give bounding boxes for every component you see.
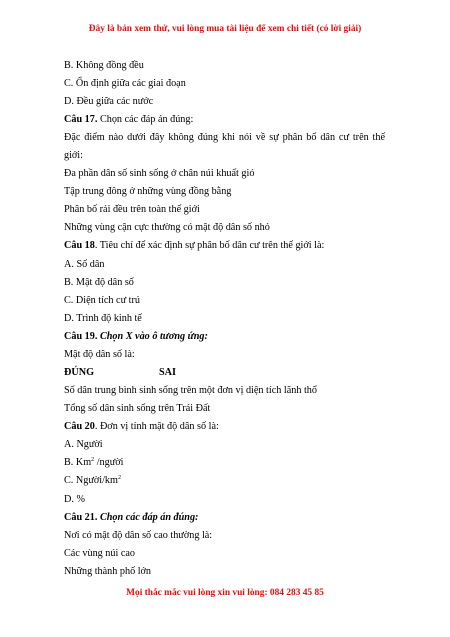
q19-heading: [64, 331, 208, 343]
q20-option-c-exponent: 2: [117, 475, 121, 481]
q17-instruction: Chọn các đáp án đúng:: [97, 114, 194, 125]
q21-option: Những thành phố lớn: [64, 566, 152, 577]
q20-option-c: [64, 475, 121, 487]
q21-stem: Nơi có mật độ dân số cao thường là:: [64, 530, 213, 541]
q16-option-c: C. Ổn định giữa các giai đoạn: [64, 78, 186, 89]
q20-stem: . Đơn vị tính mật độ dân số là:: [94, 421, 219, 432]
q21-option: Các vùng núi cao: [64, 548, 136, 559]
q18-stem: . Tiêu chí để xác định sự phân bố dân cư trên thế giới là:: [94, 240, 325, 251]
q19-statement: Số dân trung bình sinh sống trên một đơn vị diện tích lãnh thổ: [64, 385, 317, 396]
q18-option-a: A. Số dân: [64, 259, 105, 270]
q19-col-false: SAI: [159, 367, 176, 378]
preview-notice-header: Đây là bản xem thử, vui lòng mua tài liệu để xem chi tiết (có lời giải): [88, 24, 362, 34]
q20-label: Câu 20: [64, 421, 95, 432]
q21-heading: [64, 512, 198, 524]
q17-option: Đa phần dân số sinh sống ở chân núi khuất gió: [64, 168, 255, 179]
q18-option-b: B. Mật độ dân số: [64, 277, 134, 288]
q19-instruction: Chọn X vào ô tương ứng:: [97, 331, 208, 342]
q21-instruction: Chọn các đáp án đúng:: [97, 512, 199, 523]
q17-option: Phân bố rải đều trên toàn thế giới: [64, 204, 200, 215]
contact-footer: Mọi thắc mắc vui lòng xin vui lòng: 084 283 45 85: [126, 588, 324, 598]
q20-option-b-suffix: /người: [94, 457, 124, 468]
q19-stem: Mật độ dân số là:: [64, 349, 135, 360]
q18-option-d: D. Trình độ kinh tế: [64, 313, 142, 324]
q16-option-d: D. Đều giữa các nước: [64, 96, 154, 107]
q20-option-d: D. %: [64, 494, 85, 505]
q19-statement: Tổng số dân sinh sống trên Trái Đất: [64, 403, 211, 414]
q20-option-b: [64, 457, 123, 469]
q20-option-c-unit: C. Người/km: [64, 475, 118, 486]
q17-option: Những vùng cận cực thường có mật độ dân số nhỏ: [64, 222, 270, 233]
q17-stem-line1: Đặc điểm nào dưới đây không đúng khi nói về sự phân bố dân cư trên thế: [64, 132, 385, 143]
q20-option-b-unit: B. Km: [64, 457, 92, 468]
q19-label: Câu 19.: [64, 331, 98, 342]
q21-label: Câu 21.: [64, 512, 98, 523]
q18-label: Câu 18: [64, 240, 95, 251]
q19-column-headers: [64, 367, 224, 379]
q18-option-c: C. Diện tích cư trú: [64, 295, 140, 306]
q17-option: Tập trung đông ở những vùng đồng bằng: [64, 186, 232, 197]
q20-heading: [64, 421, 219, 433]
q19-col-true: ĐÚNG: [64, 367, 94, 378]
q18-heading: [64, 240, 324, 252]
q17-label: Câu 17.: [64, 114, 98, 125]
q17-stem-line2: giới:: [64, 150, 83, 161]
q20-option-b-exponent: 2: [91, 457, 95, 463]
q20-option-a: A. Người: [64, 439, 103, 450]
q16-option-b: B. Không đồng đều: [64, 60, 144, 71]
q17-heading: [64, 114, 193, 126]
